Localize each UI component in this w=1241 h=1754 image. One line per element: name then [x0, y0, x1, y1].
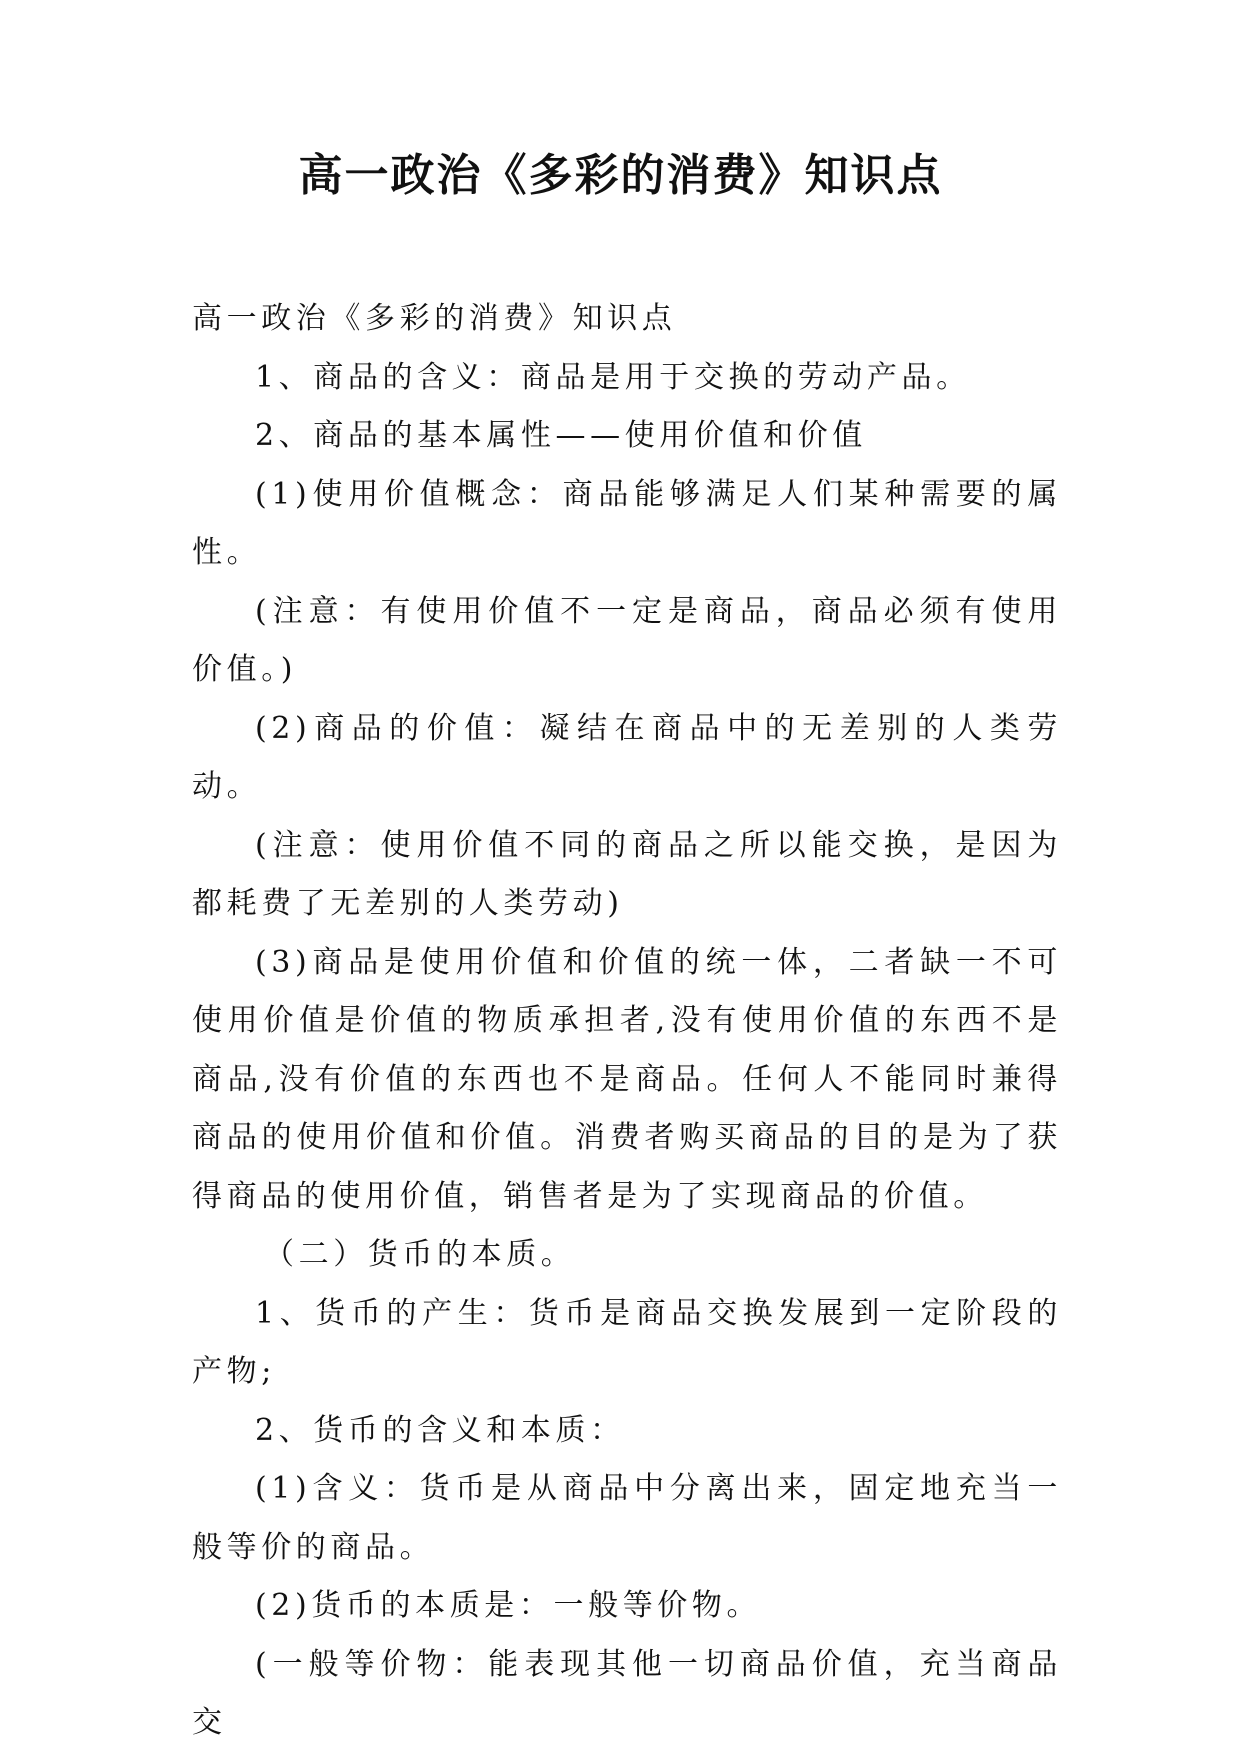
paragraph-money-origin: 1、货币的产生：货币是商品交换发展到一定阶段的产物;: [192, 1295, 1062, 1389]
paragraph-note-use-value: (注意：有使用价值不一定是商品，商品必须有使用价值。): [192, 593, 1062, 687]
paragraph-money-meaning: (1)含义：货币是从商品中分离出来，固定地充当一般等价的商品。: [192, 1471, 1062, 1565]
document-title: 高一政治《多彩的消费》知识点: [298, 150, 943, 201]
paragraph-general-equivalent: (一般等价物：能表现其他一切商品价值，充当商品交: [192, 1646, 1062, 1740]
subtitle-line: 高一政治《多彩的消费》知识点: [192, 301, 677, 336]
paragraph-note-exchange: (注意：使用价值不同的商品之所以能交换，是因为都耗费了无差别的人类劳动): [192, 827, 1062, 921]
paragraph-value: (2)商品的价值：凝结在商品中的无差别的人类劳动。: [192, 710, 1062, 804]
document-body: [192, 290, 1062, 1753]
paragraph-commodity-attributes: 2、商品的基本属性——使用价值和价值: [255, 418, 867, 453]
paragraph-money-essence: (2)货币的本质是：一般等价物。: [255, 1588, 762, 1623]
paragraph-use-value: (1)使用价值概念：商品能够满足人们某种需要的属性。: [192, 476, 1062, 570]
paragraph-commodity-meaning: 1、商品的含义：商品是用于交换的劳动产品。: [255, 359, 971, 395]
paragraph-money-meaning-heading: 2、货币的含义和本质：: [255, 1412, 625, 1448]
section-heading-money: （二）货币的本质。: [264, 1237, 576, 1272]
paragraph-unity: (3)商品是使用价值和价值的统一体，二者缺一不可使用价值是价值的物质承担者,没有使用价值的东西不是商品,没有价值的东西也不是商品。任何人不能同时兼得商品的使用价值和价值。消费者购买商品的目的是为了获得商品的使用价值，销售者是为了实现商品的价值。: [192, 944, 1062, 1214]
